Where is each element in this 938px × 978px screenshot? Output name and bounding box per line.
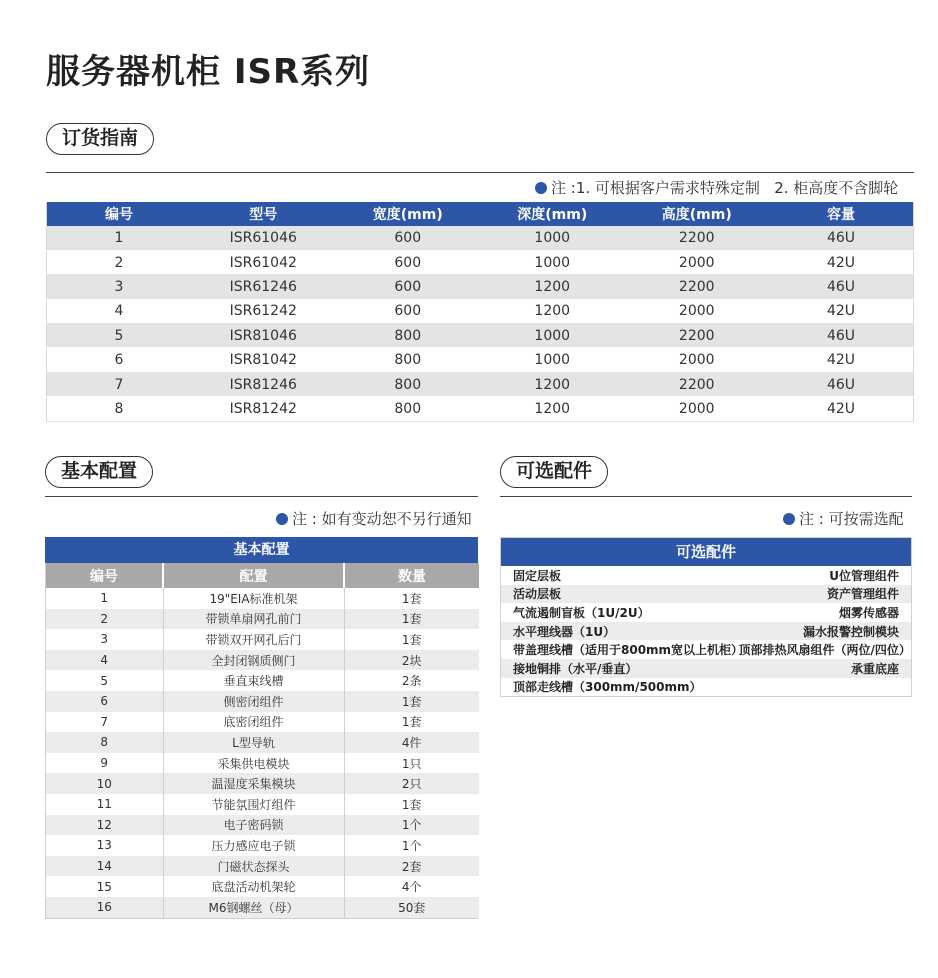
order-cell: 2000 <box>625 250 770 274</box>
basic-cell: 1套 <box>344 588 479 609</box>
table-row <box>46 835 479 856</box>
table-row <box>46 650 479 671</box>
order-cell: 46U <box>769 372 914 396</box>
basic-note: 注 : 如有变动恕不另行通知 <box>276 509 472 529</box>
order-cell: 8 <box>47 397 192 421</box>
basic-cell: M6钢螺丝（母） <box>163 897 344 918</box>
order-cell: 800 <box>336 397 481 421</box>
basic-cell: 1 <box>46 588 163 609</box>
order-cell: 42U <box>769 250 914 274</box>
table-row <box>47 299 914 323</box>
basic-cell: 1只 <box>344 753 479 774</box>
order-cell: 1200 <box>480 275 625 299</box>
list-item <box>501 640 911 659</box>
basic-cell: 采集供电模块 <box>163 753 344 774</box>
order-cell: 2200 <box>625 275 770 299</box>
order-cell: ISR61242 <box>191 299 336 323</box>
basic-cell: 13 <box>46 835 163 856</box>
optional-item-left: 活动层板 <box>501 585 727 604</box>
basic-cell: 16 <box>46 897 163 918</box>
basic-cell: 19"EIA标准机架 <box>163 588 344 609</box>
basic-cell: 1套 <box>344 794 479 815</box>
order-note: 注 :1. 可根据客户需求特殊定制 2. 柜高度不含脚轮 <box>535 178 898 198</box>
basic-cell: 8 <box>46 732 163 753</box>
table-row <box>47 275 914 299</box>
basic-config-table <box>46 563 479 918</box>
order-cell: 1000 <box>480 226 625 250</box>
order-header-cell: 型号 <box>191 202 336 226</box>
basic-cell: 1套 <box>344 712 479 733</box>
order-cell: 1200 <box>480 372 625 396</box>
table-row <box>46 609 479 630</box>
basic-cell: 6 <box>46 691 163 712</box>
order-cell: 1000 <box>480 348 625 372</box>
bullet-dot-icon <box>783 513 795 525</box>
order-cell: 800 <box>336 348 481 372</box>
list-item <box>501 585 911 604</box>
basic-cell: 节能氛围灯组件 <box>163 794 344 815</box>
optional-item-left: 带盖理线槽（适用于800mm宽以上机柜） <box>501 640 727 659</box>
basic-cell: 50套 <box>344 897 479 918</box>
order-table <box>46 202 914 422</box>
basic-cell: 1套 <box>344 629 479 650</box>
list-item <box>501 566 911 585</box>
section-label-optional: 可选配件 <box>500 456 608 488</box>
order-cell: ISR61246 <box>191 275 336 299</box>
order-cell: 2200 <box>625 226 770 250</box>
basic-cell: 5 <box>46 670 163 691</box>
order-cell: 5 <box>47 324 192 348</box>
table-row <box>46 876 479 897</box>
optional-item-right: 承重底座 <box>727 659 912 678</box>
order-cell: 7 <box>47 372 192 396</box>
basic-cell: 1套 <box>344 691 479 712</box>
list-item <box>501 659 911 678</box>
order-cell: ISR81046 <box>191 324 336 348</box>
table-row <box>47 250 914 274</box>
order-cell: 42U <box>769 397 914 421</box>
basic-cell: 1个 <box>344 835 479 856</box>
order-cell: 3 <box>47 275 192 299</box>
order-cell: 1 <box>47 226 192 250</box>
basic-cell: 2套 <box>344 856 479 877</box>
divider-basic <box>45 496 478 497</box>
order-cell: 42U <box>769 348 914 372</box>
table-row <box>46 753 479 774</box>
order-header-cell: 深度(mm) <box>480 202 625 226</box>
order-cell: 600 <box>336 275 481 299</box>
basic-cell: 垂直束线槽 <box>163 670 344 691</box>
basic-cell: 4个 <box>344 876 479 897</box>
order-cell: 1000 <box>480 250 625 274</box>
basic-cell: 3 <box>46 629 163 650</box>
list-item <box>501 678 911 697</box>
basic-cell: 10 <box>46 773 163 794</box>
basic-cell: 15 <box>46 876 163 897</box>
basic-cell: 压力感应电子锁 <box>163 835 344 856</box>
basic-cell: 1套 <box>344 609 479 630</box>
order-header-cell: 高度(mm) <box>625 202 770 226</box>
basic-cell: 2条 <box>344 670 479 691</box>
basic-cell: 底盘活动机架轮 <box>163 876 344 897</box>
table-row <box>46 897 479 918</box>
table-row <box>46 794 479 815</box>
order-cell: 1200 <box>480 397 625 421</box>
page-title: 服务器机柜 ISR系列 <box>46 52 371 92</box>
order-header-cell: 宽度(mm) <box>336 202 481 226</box>
order-cell: 6 <box>47 348 192 372</box>
basic-table-header <box>46 563 479 588</box>
table-row <box>47 397 914 421</box>
optional-item-right: 烟雾传感器 <box>727 603 912 622</box>
optional-item-left: 水平理线器（1U） <box>501 622 727 641</box>
table-row <box>47 348 914 372</box>
order-cell: 2200 <box>625 324 770 348</box>
order-header-cell: 编号 <box>47 202 192 226</box>
order-cell: 800 <box>336 324 481 348</box>
optional-item-right: 顶部排热风扇组件（两位/四位） <box>727 640 912 659</box>
basic-header-cell: 配置 <box>163 563 344 588</box>
basic-cell: 7 <box>46 712 163 733</box>
basic-cell: 1个 <box>344 815 479 836</box>
basic-config-panel <box>45 537 478 919</box>
order-cell: 2000 <box>625 348 770 372</box>
order-table-header <box>47 202 914 226</box>
basic-cell: 带锁双开网孔后门 <box>163 629 344 650</box>
order-cell: 2200 <box>625 372 770 396</box>
basic-cell: 全封闭钢质侧门 <box>163 650 344 671</box>
order-cell: 600 <box>336 250 481 274</box>
basic-cell: 带锁单扇网孔前门 <box>163 609 344 630</box>
optional-item-right: 漏水报警控制模块 <box>727 622 912 641</box>
order-cell: 46U <box>769 275 914 299</box>
order-cell: 46U <box>769 324 914 348</box>
list-item <box>501 622 911 641</box>
order-header-cell: 容量 <box>769 202 914 226</box>
basic-cell: 4件 <box>344 732 479 753</box>
basic-cell: L型导轨 <box>163 732 344 753</box>
table-row <box>47 226 914 250</box>
basic-cell: 侧密闭组件 <box>163 691 344 712</box>
order-cell: 2000 <box>625 299 770 323</box>
basic-cell: 2 <box>46 609 163 630</box>
order-cell: 46U <box>769 226 914 250</box>
optional-item-left: 固定层板 <box>501 566 727 585</box>
optional-note: 注 : 可按需选配 <box>783 509 904 529</box>
table-row <box>46 732 479 753</box>
bullet-dot-icon <box>535 182 547 194</box>
divider-optional <box>500 496 912 497</box>
basic-cell: 电子密码锁 <box>163 815 344 836</box>
order-cell: 600 <box>336 226 481 250</box>
order-cell: 1200 <box>480 299 625 323</box>
optional-item-right: 资产管理组件 <box>727 585 912 604</box>
order-cell: ISR81042 <box>191 348 336 372</box>
table-row <box>47 372 914 396</box>
section-label-order: 订货指南 <box>46 123 154 155</box>
order-cell: 600 <box>336 299 481 323</box>
basic-cell: 14 <box>46 856 163 877</box>
divider-order <box>46 172 914 173</box>
order-cell: 42U <box>769 299 914 323</box>
table-row <box>47 324 914 348</box>
order-cell: 1000 <box>480 324 625 348</box>
list-item <box>501 603 911 622</box>
table-row <box>46 691 479 712</box>
order-cell: 4 <box>47 299 192 323</box>
order-cell: 2000 <box>625 397 770 421</box>
table-row <box>46 670 479 691</box>
basic-cell: 11 <box>46 794 163 815</box>
basic-header-cell: 编号 <box>46 563 163 588</box>
table-row <box>46 856 479 877</box>
order-cell: ISR81242 <box>191 397 336 421</box>
table-row <box>46 712 479 733</box>
basic-cell: 门磁状态探头 <box>163 856 344 877</box>
table-row <box>46 588 479 609</box>
optional-item-left: 气流遏制盲板（1U/2U） <box>501 603 727 622</box>
basic-header-cell: 数量 <box>344 563 479 588</box>
basic-cell: 2块 <box>344 650 479 671</box>
basic-cell: 温湿度采集模块 <box>163 773 344 794</box>
order-cell: ISR61046 <box>191 226 336 250</box>
optional-table <box>501 566 911 696</box>
optional-item-right <box>727 678 912 697</box>
order-cell: ISR81246 <box>191 372 336 396</box>
basic-cell: 2只 <box>344 773 479 794</box>
optional-item-right: U位管理组件 <box>727 566 912 585</box>
table-row <box>46 815 479 836</box>
basic-table-title: 基本配置 <box>45 537 478 563</box>
optional-panel <box>500 537 912 697</box>
section-label-basic: 基本配置 <box>45 456 153 488</box>
basic-cell: 12 <box>46 815 163 836</box>
order-cell: ISR61042 <box>191 250 336 274</box>
bullet-dot-icon <box>276 513 288 525</box>
basic-cell: 4 <box>46 650 163 671</box>
table-row <box>46 773 479 794</box>
optional-table-title: 可选配件 <box>501 538 911 566</box>
order-cell: 2 <box>47 250 192 274</box>
basic-cell: 底密闭组件 <box>163 712 344 733</box>
table-row <box>46 629 479 650</box>
optional-item-left: 顶部走线槽（300mm/500mm） <box>501 678 727 697</box>
optional-item-left: 接地铜排（水平/垂直） <box>501 659 727 678</box>
basic-cell: 9 <box>46 753 163 774</box>
order-cell: 800 <box>336 372 481 396</box>
